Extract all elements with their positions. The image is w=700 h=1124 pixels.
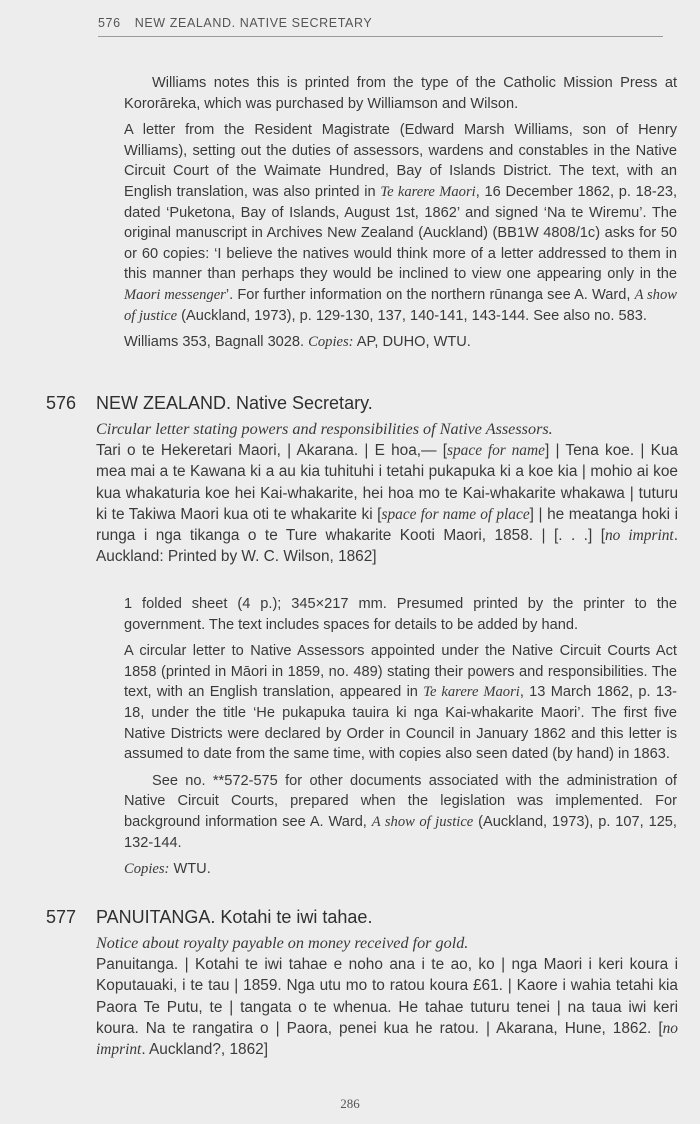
entry-transcription: Tari o te Hekeretari Maori, | Akarana. | E hoa,— [space for name] | Tena koe. | Kua mea mai a te Kawana ki a au kia tuhituhi i tetahi pukapuka ki a koe kia | mohio ai koe kua whakaturia koe hei Kai-whakarite, hei hoa mo te Kai-whakarite whakawa | tuturu ki te Takiwa Maori kua oti te whakarite ki [space for name of place] | he meatanga hoki i runga i nga tikanga o te Ture whakarite Kooti Maori, 1858. | [. . .] [no imprint. Auckland: Printed by W. C. Wilson, 1862] xyxy=(96,442,679,566)
header-running-title: NEW ZEALAND. NATIVE SECRETARY xyxy=(134,16,373,30)
entry-576-notes xyxy=(124,594,677,886)
note-paragraph: A circular letter to Native Assessors appointed under the Native Circuit Courts Act 1858 (printed in Māori in 1859, no. 489) stating their powers and responsibilities. The text, with an English translation, appeared in Te karere Maori, 13 March 1862, p. 13-18, under the title ‘He pukapuka tauira ki nga Kai-whakarite Maori’. The first five Native Districts were declared by Order in Council in January 1862 and this letter is assumed to date from the same time, with copies also seen dated (by hand) in 1863. xyxy=(124,643,677,763)
note-paragraph: 1 folded sheet (4 p.); 345×217 mm. Presumed printed by the printer to the government. The text includes spaces for details to be added by hand. xyxy=(124,596,677,633)
entry-title: PANUITANGA. Kotahi te iwi tahae. xyxy=(96,907,373,927)
entry-576-body xyxy=(96,419,678,567)
entry-number: 577 xyxy=(46,907,77,927)
entry-575-notes xyxy=(124,73,677,359)
note-paragraph: Copies: WTU. xyxy=(124,861,211,878)
entry-transcription: Panuitanga. | Kotahi te iwi tahae e noho ana i te ao, ko | nga Maori i keri koura i Koputauaki, i te tau | 1859. Nga utu mo to ratou koura £61. | Kaore i wahia tetahi kia Paora Te Putu, te | tangata o te whenua. He tahae tuturu tenei | na taua iwi keri koura. Na te rangatira o | Paora, penei kua he ratou. | Akarana, Hune, 1862. [no imprint. Auckland?, 1862] xyxy=(96,956,678,1059)
entry-577-body xyxy=(96,933,678,1060)
running-header xyxy=(98,16,663,37)
entry-576-heading xyxy=(46,393,373,414)
entry-subtitle: Circular letter stating powers and responsibilities of Native Assessors. xyxy=(96,420,553,438)
header-page-number: 576 xyxy=(98,16,121,30)
entry-577-heading xyxy=(46,907,372,928)
page-number-footer: 286 xyxy=(340,1096,360,1111)
entry-subtitle: Notice about royalty payable on money received for gold. xyxy=(96,934,469,952)
note-paragraph: Williams 353, Bagnall 3028. Copies: AP, DUHO, WTU. xyxy=(124,334,471,351)
note-paragraph: See no. **572-575 for other documents associated with the administration of Native Circuit Courts, prepared when the legislation was implemented. For background information see A. Ward, A show of justice (Auckland, 1973), p. 107, 125, 132-144. xyxy=(124,772,677,851)
entry-title: NEW ZEALAND. Native Secretary. xyxy=(96,393,373,413)
note-paragraph: Williams notes this is printed from the type of the Catholic Mission Press at Kororāreka, which was purchased by Williamson and Wilson. xyxy=(124,75,677,112)
entry-number: 576 xyxy=(46,393,77,413)
note-paragraph: A letter from the Resident Magistrate (Edward Marsh Williams, son of Henry Williams), setting out the duties of assessors, wardens and constables in the Native Circuit Court of the Waimate Hundred, Bay of Islands District. The text, with an English translation, was also printed in Te karere Maori, 16 December 1862, p. 18-23, dated ‘Puketona, Bay of Islands, August 1st, 1862’ and signed ‘Na te Wiremu’. The original manuscript in Archives New Zealand (Auckland) (BB1W 4808/1c) asks for 50 or 60 copies: ‘I believe the natives would think more of a letter addressed to them in this manner than perhaps they would be inclined to view one appearing only in the Maori messenger’. For further information on the northern rūnanga see A. Ward, A show of justice (Auckland, 1973), p. 129-130, 137, 140-141, 143-144. See also no. 583. xyxy=(124,122,677,324)
